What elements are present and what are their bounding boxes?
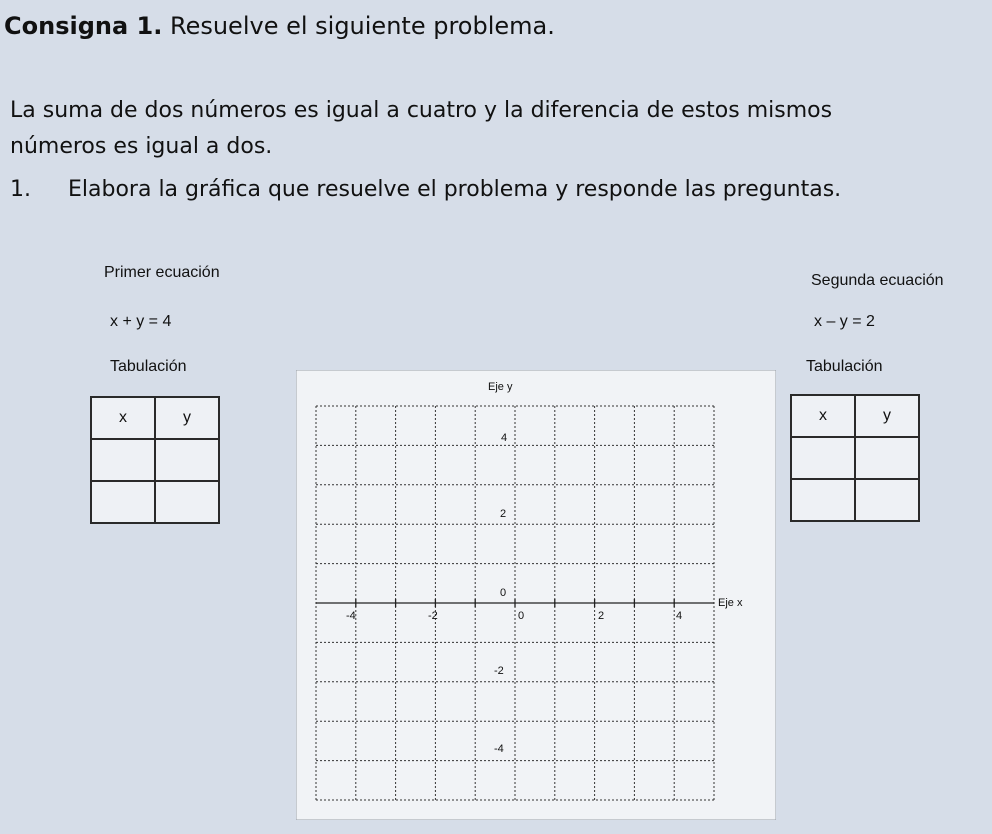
problem-line-2: números es igual a dos. — [10, 134, 273, 159]
header-x: x — [791, 395, 855, 437]
table-cell[interactable] — [155, 481, 219, 523]
header-x: x — [91, 397, 155, 439]
table-cell[interactable] — [91, 439, 155, 481]
table-cell[interactable] — [155, 439, 219, 481]
heading-text: Resuelve el siguiente problema. — [162, 12, 555, 40]
header-y: y — [855, 395, 919, 437]
heading-label: Consigna 1. — [4, 12, 163, 40]
x-tick-label: -2 — [428, 610, 438, 622]
table-cell[interactable] — [791, 479, 855, 521]
y-tick-label: 2 — [500, 508, 507, 520]
table-cell[interactable] — [855, 437, 919, 479]
y-tick-label: -4 — [494, 743, 504, 755]
first-equation-label: Primer ecuación — [104, 264, 220, 281]
grid-svg — [296, 370, 776, 820]
problem-line-1: La suma de dos números es igual a cuatro y la diferencia de estos mismos — [10, 98, 833, 123]
task-item — [10, 177, 841, 202]
table-header-row — [791, 395, 919, 437]
x-axis-label: Eje x — [718, 597, 743, 609]
second-tabulation-label: Tabulación — [806, 358, 883, 375]
table-row — [91, 439, 219, 481]
x-tick-label: 4 — [676, 610, 683, 622]
table-row — [791, 479, 919, 521]
table-cell[interactable] — [91, 481, 155, 523]
x-tick-label: 2 — [598, 610, 605, 622]
table-cell[interactable] — [855, 479, 919, 521]
first-tabulation-label: Tabulación — [110, 358, 187, 375]
x-tick-label: 0 — [518, 610, 525, 622]
grid-paper — [296, 370, 776, 820]
y-tick-label: 0 — [500, 587, 507, 599]
second-equation-label: Segunda ecuación — [811, 272, 944, 289]
first-equation: x + y = 4 — [110, 313, 172, 330]
header-y: y — [155, 397, 219, 439]
table-row — [791, 437, 919, 479]
y-axis-label: Eje y — [488, 381, 513, 393]
second-tabulation-table — [790, 394, 920, 522]
coordinate-grid — [296, 370, 776, 820]
y-tick-label: 4 — [501, 432, 508, 444]
first-tabulation-table — [90, 396, 220, 524]
task-text: Elabora la gráfica que resuelve el problema y responde las preguntas. — [68, 177, 842, 202]
table-cell[interactable] — [791, 437, 855, 479]
heading — [4, 12, 555, 40]
x-tick-label: -4 — [346, 610, 356, 622]
table-header-row — [91, 397, 219, 439]
task-number: 1. — [10, 177, 31, 202]
second-equation: x – y = 2 — [814, 313, 875, 330]
table-row — [91, 481, 219, 523]
y-tick-label: -2 — [494, 665, 504, 677]
